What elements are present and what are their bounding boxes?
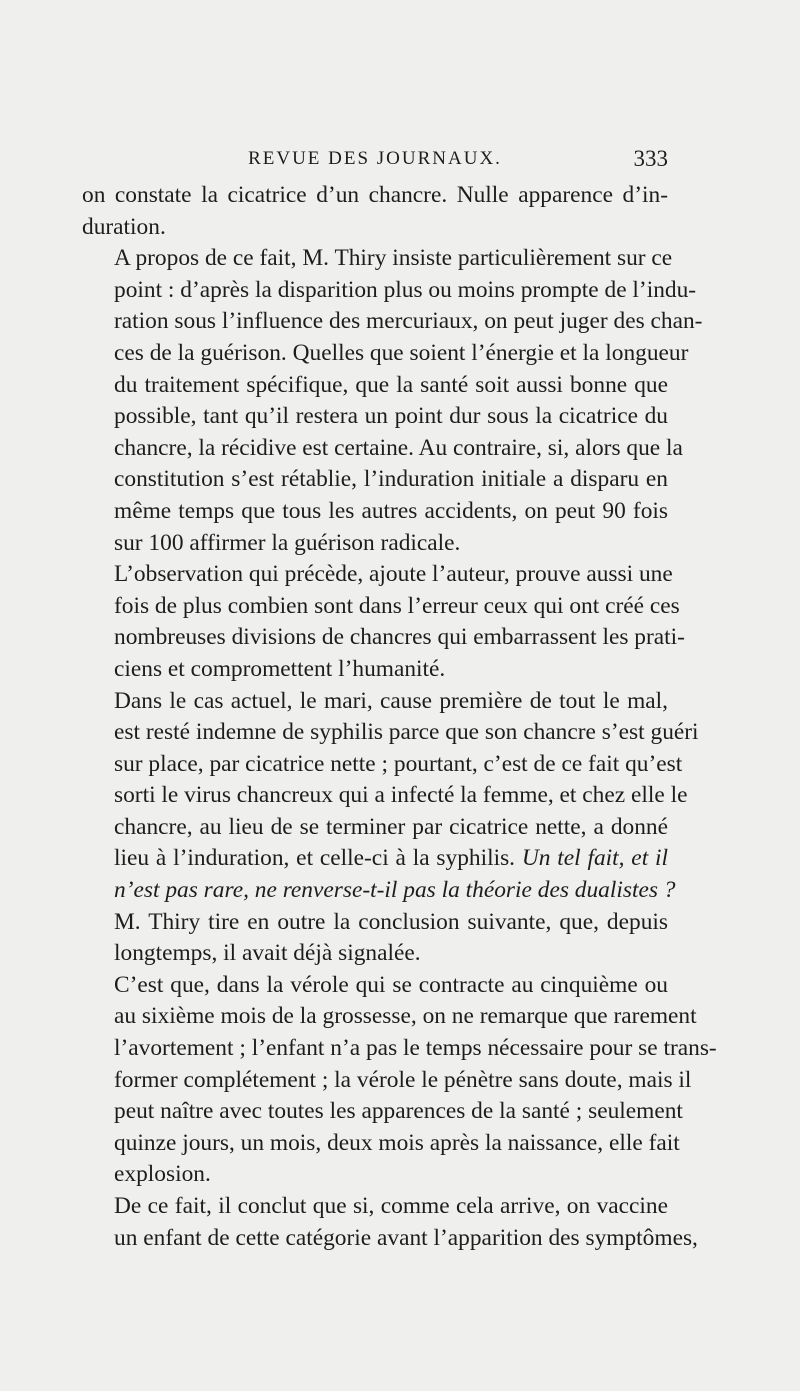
text-line: un enfant de cette catégorie avant l’apparition des symptômes, [114,1224,698,1251]
text-line: duration. [82,213,166,240]
text-line: point : d’après la disparition plus ou moins prompte de l’indu- [114,276,697,303]
text-segment: lieu à l’induration, et celle-ci à la syphilis. [114,845,522,872]
text-line-mixed [82,843,668,875]
text-line: L’observation qui précède, ajoute l’auteur, prouve aussi une [114,561,673,588]
text-line: fois de plus combien sont dans l’erreur ceux qui ont créé ces [114,592,680,619]
paragraph-7 [82,1191,698,1254]
text-line: ciens et compromettent l’humanité. [114,655,446,682]
running-title: REVUE DES JOURNAUX. [248,148,502,169]
text-line: même temps que tous les autres accidents, on peut 90 fois [114,497,668,524]
body-text [82,180,717,1254]
text-line: sur place, par cicatrice nette ; pourtant, c’est de ce fait qu’est [114,750,683,777]
italic-segment: n’est pas rare, ne renverse-t-il pas la théorie des dualistes ? [114,877,676,904]
text-line: explosion. [114,1161,211,1188]
text-line: possible, tant qu’il restera un point dur sous la cicatrice du [114,403,668,430]
text-line: du traitement spécifique, que la santé soit aussi bonne que [114,371,668,398]
text-line: on constate la cicatrice d’un chancre. Nulle apparence d’in- [82,182,668,208]
text-line: au sixième mois de la grossesse, on ne remarque que rarement [114,1003,697,1030]
page-number: 333 [633,146,668,171]
paragraph-4 [82,686,699,907]
paragraph-6 [82,970,717,1191]
text-line: chancre, la récidive est certaine. Au contraire, si, alors que la [114,434,683,461]
text-line: A propos de ce fait, M. Thiry insiste particulièrement sur ce [114,245,673,272]
text-line: ration sous l’influence des mercuriaux, on peut juger des chan- [114,308,703,335]
page-header [82,146,668,176]
text-line-italic [82,875,676,907]
paragraph-2 [82,243,703,559]
italic-segment: Un tel fait, et il [521,845,669,872]
text-line: De ce fait, il conclut que si, comme cela arrive, on vaccine [114,1193,668,1219]
text-line: peut naître avec toutes les apparences de la santé ; seulement [114,1098,683,1125]
text-line: nombreuses divisions de chancres qui embarrassent les prati- [114,624,685,651]
text-line: Dans le cas actuel, le mari, cause première de tout le mal, [114,687,668,714]
text-line: sur 100 affirmer la guérison radicale. [114,529,461,556]
text-line: sorti le virus chancreux qui a infecté la femme, et chez elle le [114,782,688,809]
paragraph-3 [82,559,685,685]
text-line: M. Thiry tire en outre la conclusion suivante, que, depuis [114,908,668,935]
text-line: quinze jours, un mois, deux mois après la naissance, elle fait [114,1129,680,1156]
text-line: l’avortement ; l’enfant n’a pas le temps nécessaire pour se trans- [114,1035,717,1062]
paragraph-1 [82,180,668,243]
text-line: chancre, au lieu de se terminer par cicatrice nette, a donné [114,813,668,840]
text-line: ces de la guérison. Quelles que soient l’énergie et la longueur [114,339,689,366]
text-line: est resté indemne de syphilis parce que son chancre s’est guéri [114,719,699,746]
text-line: former complétement ; la vérole le pénètre sans doute, mais il [114,1066,692,1093]
paragraph-5 [82,907,668,970]
text-line: C’est que, dans la vérole qui se contracte au cinquième ou [114,971,668,998]
text-line: constitution s’est rétablie, l’induration initiale a disparu en [114,466,668,493]
text-line: longtemps, il avait déjà signalée. [114,940,421,967]
